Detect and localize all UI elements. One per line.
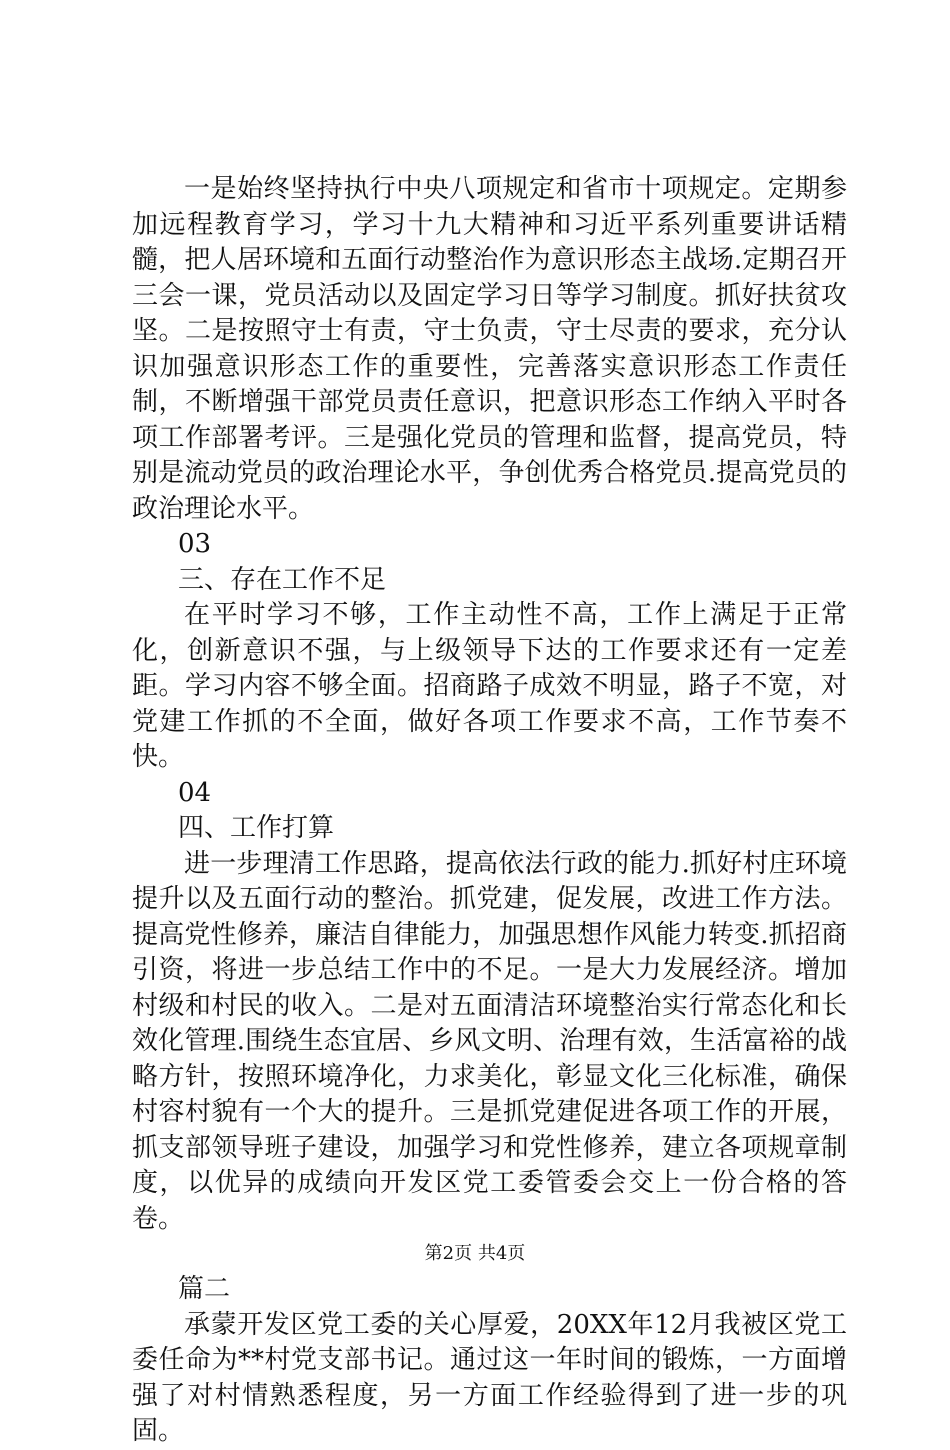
paragraph-shortcomings: 在平时学习不够，工作主动性不高，工作上满足于正常化，创新意识不强，与上级领导下达的工作要求还有一定差距。学习内容不够全面。招商路子成效不明显，路子不宽，对党建工作抓的不全面，做好各项工作要求不高，工作节奏不快。: [132, 600, 847, 772]
section-heading-shortcomings: 三、存在工作不足: [178, 564, 387, 595]
section-heading-plans: 四、工作打算: [178, 813, 335, 843]
section-number-04: 04: [178, 777, 212, 808]
page-number-label: 第2页 共4页: [424, 1243, 526, 1264]
page-footer: [0, 1242, 950, 1266]
paragraph-plans: 进一步理清工作思路，提高依法行政的能力.抓好村庄环境提升以及五面行动的整治。抓党建，促发展，改进工作方法。提高党性修养，廉洁自律能力，加强思想作风能力转变.抓招商引资，将进一步总结工作中的不足。一是大力发展经济。增加村级和村民的收入。二是对五面清洁环境整治实行常态化和长效化管理.围绕生态宜居、乡风文明、治理有效，生活富裕的战略方针，按照环境净化，力求美化，彰显文化三化标准，确保村容村貌有一个大的提升。三是抓党建促进各项工作的开展，抓支部领导班子建设，加强学习和党性修养，建立各项规章制度，以优异的成绩向开发区党工委管委会交上一份合格的答卷。: [132, 848, 847, 1234]
section-heading-part-two: 篇二: [178, 1274, 231, 1304]
paragraph-part-two-intro: 承蒙开发区党工委的关心厚爱，20XX年12月我被区党工委任命为**村党支部书记。通过这一年时间的锻炼，一方面增强了对村情熟悉程度，另一方面工作经验得到了进一步的巩固。: [132, 1309, 847, 1446]
section-number-03: 03: [178, 529, 212, 559]
paragraph-duty-points: 一是始终坚持执行中央八项规定和省市十项规定。定期参加远程教育学习，学习十九大精神和习近平系列重要讲话精髓，把人居环境和五面行动整治作为意识形态主战场.定期召开三会一课，党员活动以及固定学习日等学习制度。抓好扶贫攻坚。二是按照守士有责，守士负责，守士尽责的要求，充分认识加强意识形态工作的重要性，完善落实意识形态工作责任制，不断增强干部党员责任意识，把意识形态工作纳入平时各项工作部署考评。三是强化党员的管理和监督，提高党员，特别是流动党员的政治理论水平，争创优秀合格党员.提高党员的政治理论水平。: [132, 174, 847, 524]
